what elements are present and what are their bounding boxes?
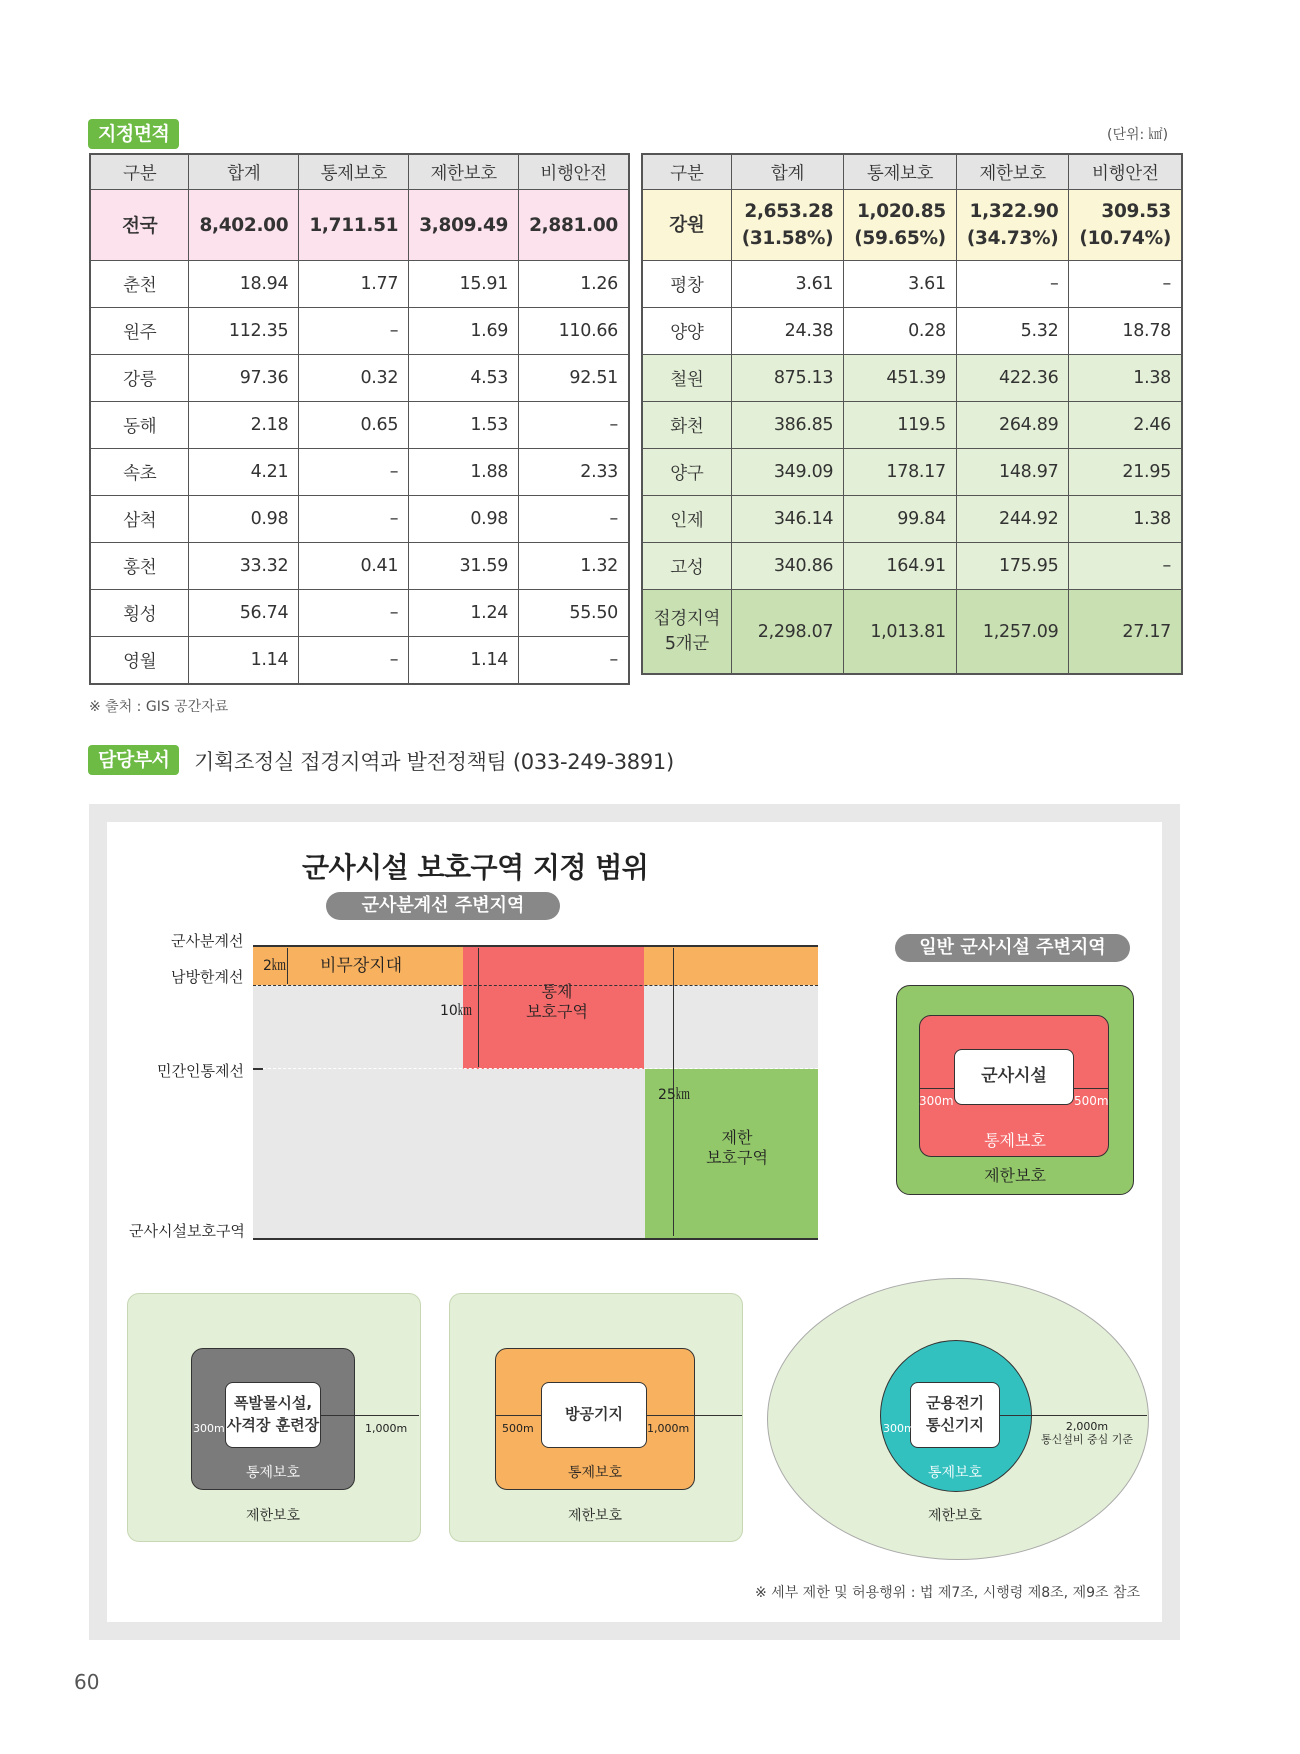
comm-2000-arrow <box>1000 1415 1147 1416</box>
cell: 112.35 <box>189 308 299 355</box>
table-row <box>642 496 1182 543</box>
control-zone-label: 통제 보호구역 <box>526 982 588 1021</box>
table-row-subtotal <box>642 590 1182 675</box>
cell: 18.78 <box>1069 308 1182 355</box>
km2-arrow <box>287 948 288 984</box>
cell: 97.36 <box>189 355 299 402</box>
diagram-title: 군사시설 보호구역 지정 범위 <box>302 851 649 884</box>
table-row <box>642 402 1182 449</box>
air-1000-label: 1,000m <box>647 1422 690 1435</box>
cell: 0.28 <box>844 308 957 355</box>
sbl-label: 남방한계선 <box>171 968 244 986</box>
cell: 15.91 <box>409 261 519 308</box>
cell: 244.92 <box>956 496 1069 543</box>
cell: – <box>299 496 409 543</box>
cell: 1.69 <box>409 308 519 355</box>
cell: 0.41 <box>299 543 409 590</box>
cell: 2.18 <box>189 402 299 449</box>
col-header: 통제보호 <box>844 154 957 190</box>
table-row <box>642 308 1182 355</box>
cell: 119.5 <box>844 402 957 449</box>
cell: 3.61 <box>844 261 957 308</box>
row-name: 평창 <box>642 261 731 308</box>
cell: 99.84 <box>844 496 957 543</box>
cell: 0.98 <box>409 496 519 543</box>
km2-label: 2㎞ <box>263 958 286 974</box>
cell: 5.32 <box>956 308 1069 355</box>
border-area-pill: 군사분계선 주변지역 <box>326 892 560 920</box>
air-500-label: 500m <box>502 1422 534 1435</box>
cell: 24.38 <box>731 308 844 355</box>
unit-label: (단위: ㎢) <box>1107 127 1169 143</box>
table-row <box>90 590 629 637</box>
left-area-table <box>89 153 630 685</box>
table-row-total <box>642 190 1182 261</box>
cell: 1.26 <box>519 261 629 308</box>
row-name: 춘천 <box>90 261 189 308</box>
cell: – <box>519 496 629 543</box>
cell: 175.95 <box>956 543 1069 590</box>
table-row <box>90 261 629 308</box>
dept-text: 기획조정실 접경지역과 발전정책팀 (033-249-3891) <box>194 750 674 774</box>
table-row <box>642 355 1182 402</box>
cell: – <box>299 590 409 637</box>
page-number: 60 <box>74 1670 100 1694</box>
gen-300-label: 300m <box>919 1094 954 1108</box>
gen-restrict-label: 제한보호 <box>984 1166 1046 1185</box>
row-name: 강릉 <box>90 355 189 402</box>
table-row <box>90 543 629 590</box>
cell: 309.53 (10.74%) <box>1069 190 1182 261</box>
comm-control-label: 통제보호 <box>927 1465 983 1481</box>
exp-1000-arrow <box>321 1415 419 1416</box>
diagram-inner <box>107 822 1162 1622</box>
air-1000-arrow <box>647 1415 742 1416</box>
row-name: 전국 <box>90 190 189 261</box>
cell: 2.46 <box>1069 402 1182 449</box>
table-row <box>90 402 629 449</box>
exp-1000-label: 1,000m <box>365 1422 408 1435</box>
row-name: 속초 <box>90 449 189 496</box>
cell: 346.14 <box>731 496 844 543</box>
general-area-pill: 일반 군사시설 주변지역 <box>895 934 1130 962</box>
exp-300-label: 300m <box>193 1422 225 1435</box>
restrict-zone-label: 제한 보호구역 <box>706 1128 768 1167</box>
row-name: 횡성 <box>90 590 189 637</box>
table-row <box>90 637 629 685</box>
table-row <box>90 449 629 496</box>
cell: 1.53 <box>409 402 519 449</box>
diagram-panel <box>89 804 1180 1640</box>
gen-control-label: 통제보호 <box>984 1131 1046 1150</box>
gen-500-arrow <box>1074 1088 1108 1089</box>
cell: 264.89 <box>956 402 1069 449</box>
comm-2000-label: 2,000m 통신설비 중심 기준 <box>1040 1420 1133 1446</box>
cell: – <box>519 637 629 685</box>
cell: – <box>519 402 629 449</box>
cell: – <box>299 637 409 685</box>
cell: 2,653.28 (31.58%) <box>731 190 844 261</box>
cell: 110.66 <box>519 308 629 355</box>
cell: 1,711.51 <box>299 190 409 261</box>
km10-arrow <box>478 948 479 1067</box>
row-name: 삼척 <box>90 496 189 543</box>
cell: 1.24 <box>409 590 519 637</box>
col-header: 구분 <box>642 154 731 190</box>
cell: 1.88 <box>409 449 519 496</box>
mdl-label: 군사분계선 <box>171 932 244 950</box>
air-500-arrow <box>496 1415 541 1416</box>
air-facility-box: 방공기지 <box>541 1382 647 1448</box>
table-row-total <box>90 190 629 261</box>
comm-300-label: 300m <box>883 1422 915 1435</box>
cell: 1.38 <box>1069 496 1182 543</box>
col-header: 비행안전 <box>519 154 629 190</box>
zone-label: 군사시설보호구역 <box>129 1222 245 1240</box>
table-row <box>642 261 1182 308</box>
row-name: 인제 <box>642 496 731 543</box>
cell: 3,809.49 <box>409 190 519 261</box>
air-control-label: 통제보호 <box>567 1465 623 1481</box>
cell: 1,013.81 <box>844 590 957 675</box>
cell: 21.95 <box>1069 449 1182 496</box>
row-name: 영월 <box>90 637 189 685</box>
cell: 148.97 <box>956 449 1069 496</box>
cell: 2,881.00 <box>519 190 629 261</box>
cell: 1.32 <box>519 543 629 590</box>
col-header: 합계 <box>731 154 844 190</box>
air-restrict-label: 제한보호 <box>567 1508 623 1524</box>
area-tag: 지정면적 <box>88 119 179 149</box>
cell: – <box>1069 261 1182 308</box>
zone-line <box>253 1238 818 1240</box>
cell: 0.32 <box>299 355 409 402</box>
cell: 2.33 <box>519 449 629 496</box>
cell: 0.98 <box>189 496 299 543</box>
ccl-line-left <box>253 1068 263 1070</box>
gen-facility-box: 군사시설 <box>954 1049 1074 1105</box>
right-area-table <box>641 153 1183 675</box>
cell: 33.32 <box>189 543 299 590</box>
cell: 1.77 <box>299 261 409 308</box>
cell: – <box>299 308 409 355</box>
col-header: 통제보호 <box>299 154 409 190</box>
row-name: 화천 <box>642 402 731 449</box>
cell: 4.21 <box>189 449 299 496</box>
ccl-line <box>253 1068 818 1069</box>
cell: 2,298.07 <box>731 590 844 675</box>
row-name: 접경지역 5개군 <box>642 590 731 675</box>
row-name: 양구 <box>642 449 731 496</box>
col-header: 제한보호 <box>956 154 1069 190</box>
row-name: 강원 <box>642 190 731 261</box>
cell: 92.51 <box>519 355 629 402</box>
exp-control-label: 통제보호 <box>245 1465 301 1481</box>
row-name: 원주 <box>90 308 189 355</box>
table-row <box>90 308 629 355</box>
row-name: 철원 <box>642 355 731 402</box>
footnote: ※ 세부 제한 및 허용행위 : 법 제7조, 시행령 제8조, 제9조 참조 <box>755 1585 1141 1601</box>
cell: 178.17 <box>844 449 957 496</box>
cell: 349.09 <box>731 449 844 496</box>
exp-restrict-label: 제한보호 <box>245 1508 301 1524</box>
row-name: 고성 <box>642 543 731 590</box>
dept-tag: 담당부서 <box>88 745 179 775</box>
cell: 1.14 <box>189 637 299 685</box>
cell: 422.36 <box>956 355 1069 402</box>
table-row <box>642 449 1182 496</box>
cell: 386.85 <box>731 402 844 449</box>
col-header: 제한보호 <box>409 154 519 190</box>
row-name: 홍천 <box>90 543 189 590</box>
row-name: 동해 <box>90 402 189 449</box>
cell: 4.53 <box>409 355 519 402</box>
cell: 1,257.09 <box>956 590 1069 675</box>
cell: – <box>299 449 409 496</box>
cell: 1.38 <box>1069 355 1182 402</box>
cell: 451.39 <box>844 355 957 402</box>
cell: 8,402.00 <box>189 190 299 261</box>
dmz-label: 비무장지대 <box>320 956 403 976</box>
comm-restrict-label: 제한보호 <box>927 1508 983 1524</box>
source-note: ※ 출처 : GIS 공간자료 <box>89 699 229 715</box>
cell: 340.86 <box>731 543 844 590</box>
cell: 55.50 <box>519 590 629 637</box>
cell: 1,322.90 (34.73%) <box>956 190 1069 261</box>
col-header: 합계 <box>189 154 299 190</box>
km25-label: 25㎞ <box>658 1087 690 1103</box>
gen-500-label: 500m <box>1074 1094 1109 1108</box>
cell: 0.65 <box>299 402 409 449</box>
cell: 875.13 <box>731 355 844 402</box>
cell: 164.91 <box>844 543 957 590</box>
km10-label: 10㎞ <box>440 1003 472 1019</box>
col-header: 비행안전 <box>1069 154 1182 190</box>
cell: – <box>956 261 1069 308</box>
comm-facility-box: 군용전기 통신기지 <box>910 1382 1000 1448</box>
cell: – <box>1069 543 1182 590</box>
table-row <box>90 355 629 402</box>
gen-300-arrow <box>920 1088 954 1089</box>
table-row <box>642 543 1182 590</box>
row-name: 양양 <box>642 308 731 355</box>
table-row <box>90 496 629 543</box>
cell: 3.61 <box>731 261 844 308</box>
cell: 18.94 <box>189 261 299 308</box>
cell: 1,020.85 (59.65%) <box>844 190 957 261</box>
col-header: 구분 <box>90 154 189 190</box>
explosive-facility-box: 폭발물시설, 사격장 훈련장 <box>225 1382 321 1448</box>
cell: 1.14 <box>409 637 519 685</box>
ccl-label: 민간인통제선 <box>157 1062 244 1080</box>
cell: 27.17 <box>1069 590 1182 675</box>
cell: 31.59 <box>409 543 519 590</box>
mdl-line <box>253 945 818 947</box>
cell: 56.74 <box>189 590 299 637</box>
